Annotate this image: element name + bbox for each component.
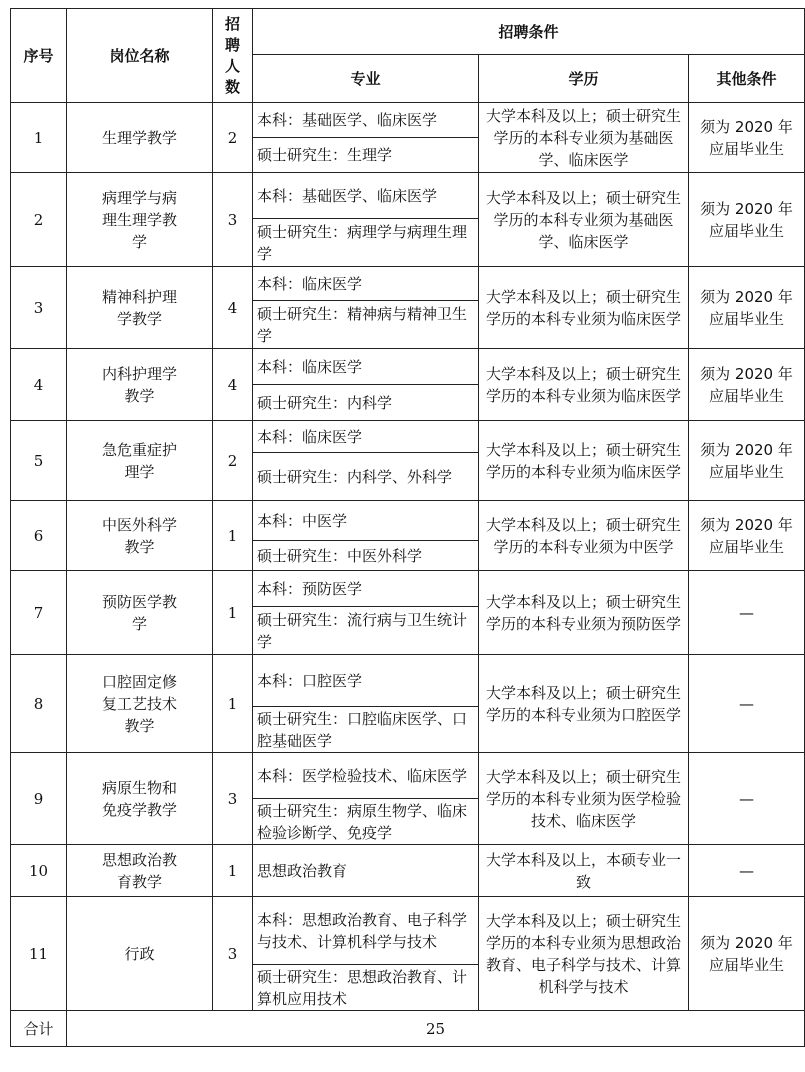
row-education: 大学本科及以上；硕士研究生学历的本科专业须为医学检验技术、临床医学 bbox=[479, 753, 689, 845]
row-seq: 5 bbox=[11, 421, 67, 501]
row-count: 3 bbox=[213, 753, 253, 845]
total-row bbox=[11, 1011, 805, 1047]
row-position: 口腔固定修复工艺技术教学 bbox=[67, 655, 213, 753]
row-count: 2 bbox=[213, 421, 253, 501]
header-other: 其他条件 bbox=[689, 55, 805, 103]
row-count: 1 bbox=[213, 845, 253, 897]
row-education: 大学本科及以上，本硕专业一致 bbox=[479, 845, 689, 897]
row-seq: 6 bbox=[11, 501, 67, 571]
row-education: 大学本科及以上；硕士研究生学历的本科专业须为预防医学 bbox=[479, 571, 689, 655]
header-position: 岗位名称 bbox=[67, 9, 213, 103]
table-row bbox=[11, 501, 805, 541]
table-row bbox=[11, 349, 805, 385]
row-education: 大学本科及以上；硕士研究生学历的本科专业须为临床医学 bbox=[479, 267, 689, 349]
row-major-postgrad: 硕士研究生：病原生物学、临床检验诊断学、免疫学 bbox=[253, 799, 479, 845]
total-label: 合计 bbox=[11, 1011, 67, 1047]
row-other: 须为 2020 年应届毕业生 bbox=[689, 421, 805, 501]
row-major-postgrad: 硕士研究生：思想政治教育、计算机应用技术 bbox=[253, 965, 479, 1011]
row-position: 内科护理学教学 bbox=[67, 349, 213, 421]
row-count: 1 bbox=[213, 501, 253, 571]
row-other: 须为 2020 年应届毕业生 bbox=[689, 173, 805, 267]
table-row bbox=[11, 103, 805, 138]
row-other: — bbox=[689, 571, 805, 655]
header-seq: 序号 bbox=[11, 9, 67, 103]
recruitment-table bbox=[10, 8, 805, 1047]
table-row bbox=[11, 173, 805, 219]
row-other: — bbox=[689, 655, 805, 753]
row-major-postgrad: 硕士研究生：流行病与卫生统计学 bbox=[253, 607, 479, 655]
row-position: 病原生物和免疫学教学 bbox=[67, 753, 213, 845]
header-count: 招聘人数 bbox=[213, 9, 253, 103]
row-other: 须为 2020 年应届毕业生 bbox=[689, 267, 805, 349]
row-major-postgrad: 硕士研究生：口腔临床医学、口腔基础医学 bbox=[253, 707, 479, 753]
row-major-single: 思想政治教育 bbox=[253, 845, 479, 897]
row-major-postgrad: 硕士研究生：内科学 bbox=[253, 385, 479, 421]
row-education: 大学本科及以上；硕士研究生学历的本科专业须为口腔医学 bbox=[479, 655, 689, 753]
table-row bbox=[11, 845, 805, 897]
table-row bbox=[11, 571, 805, 607]
row-position: 生理学教学 bbox=[67, 103, 213, 173]
row-major-undergrad: 本科：临床医学 bbox=[253, 349, 479, 385]
row-position: 行政 bbox=[67, 897, 213, 1011]
row-seq: 2 bbox=[11, 173, 67, 267]
row-major-postgrad: 硕士研究生：病理学与病理生理学 bbox=[253, 219, 479, 267]
row-education: 大学本科及以上；硕士研究生学历的本科专业须为基础医学、临床医学 bbox=[479, 103, 689, 173]
row-other: — bbox=[689, 845, 805, 897]
row-major-undergrad: 本科：临床医学 bbox=[253, 421, 479, 453]
row-position: 急危重症护理学 bbox=[67, 421, 213, 501]
row-count: 4 bbox=[213, 349, 253, 421]
row-seq: 3 bbox=[11, 267, 67, 349]
header-major: 专业 bbox=[253, 55, 479, 103]
table-row bbox=[11, 897, 805, 965]
row-position: 中医外科学教学 bbox=[67, 501, 213, 571]
row-position: 预防医学教学 bbox=[67, 571, 213, 655]
row-other: — bbox=[689, 753, 805, 845]
table-row bbox=[11, 655, 805, 707]
table-row bbox=[11, 421, 805, 453]
row-other: 须为 2020 年应届毕业生 bbox=[689, 349, 805, 421]
row-seq: 9 bbox=[11, 753, 67, 845]
recruitment-table-sheet bbox=[10, 8, 793, 1047]
row-seq: 11 bbox=[11, 897, 67, 1011]
row-count: 1 bbox=[213, 655, 253, 753]
row-education: 大学本科及以上；硕士研究生学历的本科专业须为基础医学、临床医学 bbox=[479, 173, 689, 267]
row-seq: 1 bbox=[11, 103, 67, 173]
row-position: 思想政治教育教学 bbox=[67, 845, 213, 897]
header-row-top bbox=[11, 9, 805, 55]
row-count: 2 bbox=[213, 103, 253, 173]
row-major-undergrad: 本科：医学检验技术、临床医学 bbox=[253, 753, 479, 799]
header-conditions: 招聘条件 bbox=[253, 9, 805, 55]
row-seq: 4 bbox=[11, 349, 67, 421]
total-value: 25 bbox=[67, 1011, 805, 1047]
header-education: 学历 bbox=[479, 55, 689, 103]
row-education: 大学本科及以上；硕士研究生学历的本科专业须为中医学 bbox=[479, 501, 689, 571]
row-education: 大学本科及以上；硕士研究生学历的本科专业须为临床医学 bbox=[479, 349, 689, 421]
row-major-undergrad: 本科：思想政治教育、电子科学与技术、计算机科学与技术 bbox=[253, 897, 479, 965]
row-other: 须为 2020 年应届毕业生 bbox=[689, 501, 805, 571]
row-count: 3 bbox=[213, 173, 253, 267]
row-education: 大学本科及以上；硕士研究生学历的本科专业须为临床医学 bbox=[479, 421, 689, 501]
row-other: 须为 2020 年应届毕业生 bbox=[689, 103, 805, 173]
row-count: 1 bbox=[213, 571, 253, 655]
row-seq: 8 bbox=[11, 655, 67, 753]
row-position: 病理学与病理生理学教学 bbox=[67, 173, 213, 267]
row-major-postgrad: 硕士研究生：生理学 bbox=[253, 138, 479, 173]
row-major-undergrad: 本科：中医学 bbox=[253, 501, 479, 541]
row-major-undergrad: 本科：基础医学、临床医学 bbox=[253, 103, 479, 138]
row-major-undergrad: 本科：口腔医学 bbox=[253, 655, 479, 707]
table-row bbox=[11, 753, 805, 799]
table-row bbox=[11, 267, 805, 301]
row-major-postgrad: 硕士研究生：精神病与精神卫生学 bbox=[253, 301, 479, 349]
row-seq: 7 bbox=[11, 571, 67, 655]
row-other: 须为 2020 年应届毕业生 bbox=[689, 897, 805, 1011]
row-major-postgrad: 硕士研究生：中医外科学 bbox=[253, 541, 479, 571]
row-position: 精神科护理学教学 bbox=[67, 267, 213, 349]
row-count: 4 bbox=[213, 267, 253, 349]
row-count: 3 bbox=[213, 897, 253, 1011]
row-seq: 10 bbox=[11, 845, 67, 897]
row-education: 大学本科及以上；硕士研究生学历的本科专业须为思想政治教育、电子科学与技术、计算机科学与技术 bbox=[479, 897, 689, 1011]
row-major-undergrad: 本科：基础医学、临床医学 bbox=[253, 173, 479, 219]
row-major-undergrad: 本科：预防医学 bbox=[253, 571, 479, 607]
row-major-postgrad: 硕士研究生：内科学、外科学 bbox=[253, 453, 479, 501]
row-major-undergrad: 本科：临床医学 bbox=[253, 267, 479, 301]
